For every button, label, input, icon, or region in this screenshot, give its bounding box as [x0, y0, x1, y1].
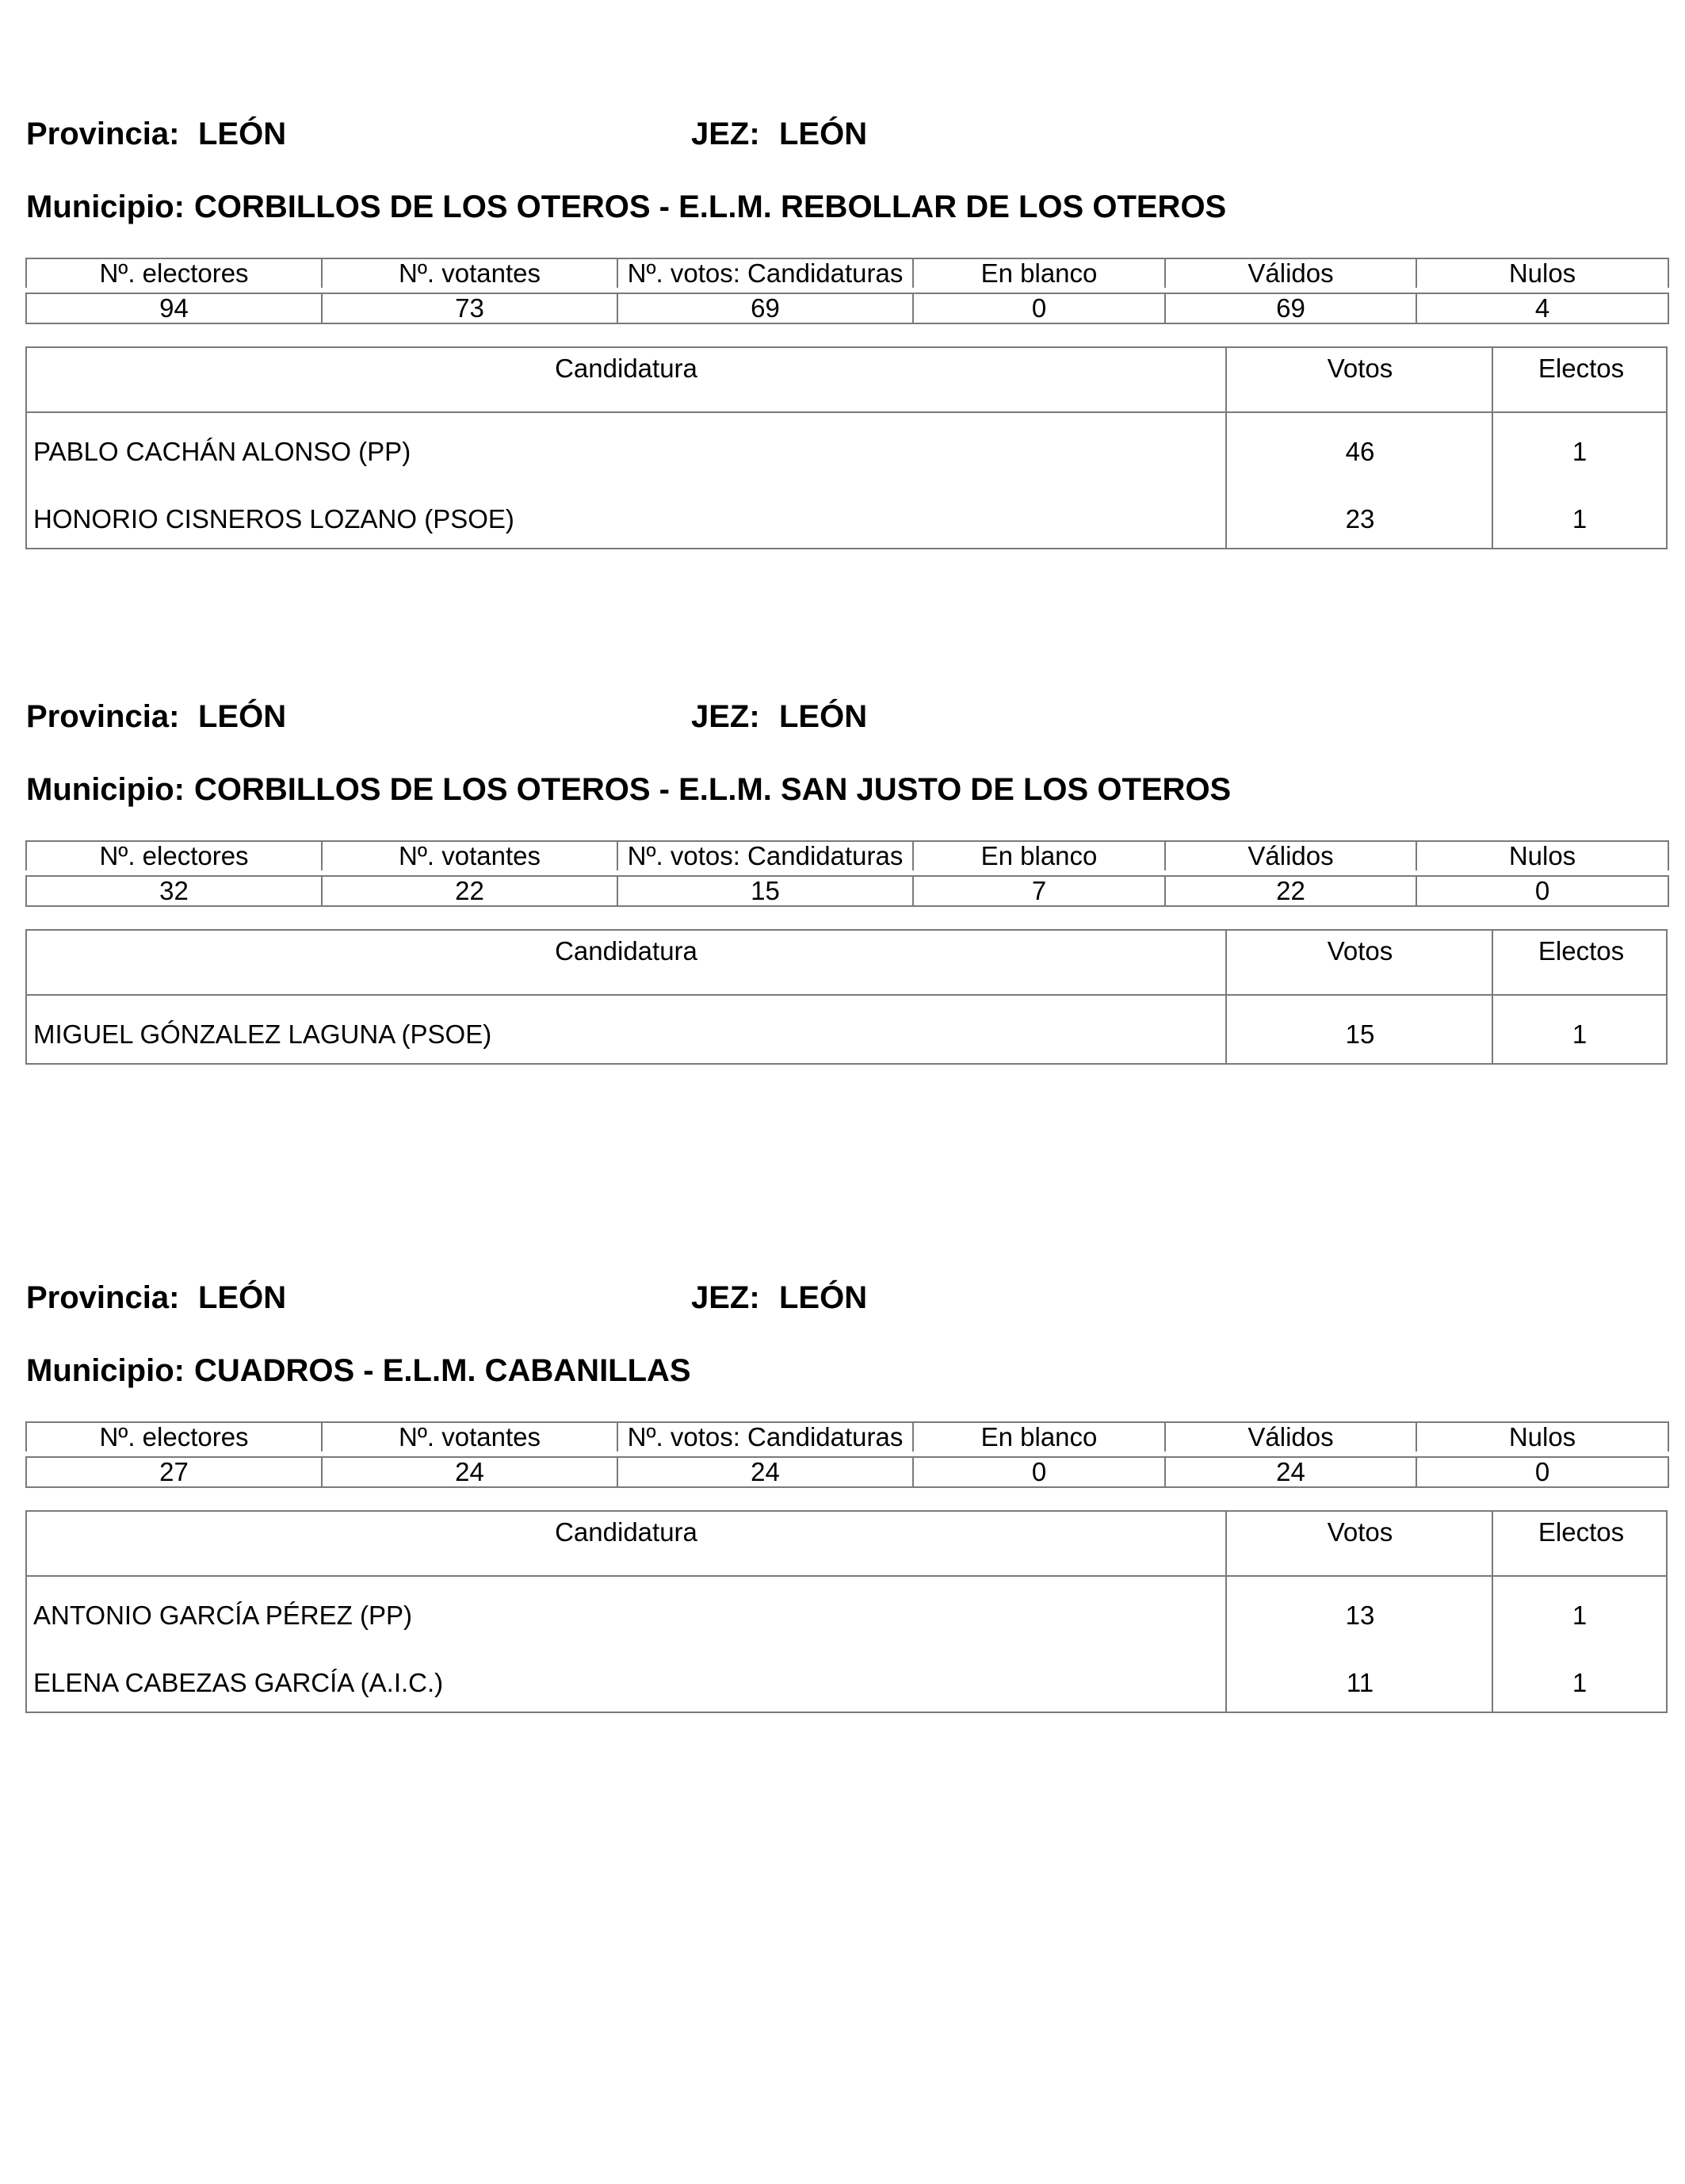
candidate-electos: 1 — [1572, 1019, 1588, 1049]
stats-value-votantes: 73 — [322, 293, 617, 323]
stats-value-electores: 94 — [26, 293, 322, 323]
candidate-name: ANTONIO GARCÍA PÉREZ (PP) — [33, 1601, 412, 1630]
stats-header-electores: Nº. electores — [26, 258, 322, 288]
candidate-votes: 46 — [1345, 437, 1375, 466]
stats-header-votos-candidaturas: Nº. votos: Candidaturas — [617, 841, 913, 870]
stats-value-validos: 22 — [1165, 876, 1416, 906]
electos-header: Electos — [1492, 931, 1669, 994]
jez-label: JEZ: — [691, 117, 760, 151]
candidate-votes: 15 — [1345, 1019, 1375, 1049]
stats-value-electores: 32 — [26, 876, 322, 906]
candidates-table — [25, 929, 1668, 1065]
candidate-votes: 13 — [1345, 1601, 1375, 1630]
municipio-heading — [26, 1352, 691, 1390]
provincia-label: Provincia: — [26, 117, 180, 151]
stats-value-votos-candidaturas: 24 — [617, 1457, 913, 1487]
electos-header: Electos — [1492, 348, 1669, 411]
stats-header-validos: Válidos — [1165, 1422, 1416, 1452]
stats-value-en-blanco: 7 — [913, 876, 1165, 906]
candidate-votes: 11 — [1346, 1668, 1374, 1697]
municipio-label: Municipio: — [26, 1353, 185, 1388]
stats-value-en-blanco: 0 — [913, 293, 1165, 323]
municipio-value: CORBILLOS DE LOS OTEROS - E.L.M. SAN JUSTO DE LOS OTEROS — [193, 772, 1232, 807]
candidatura-header: Candidatura — [555, 1517, 697, 1547]
stats-header-electores: Nº. electores — [26, 1422, 322, 1452]
stats-header-votantes: Nº. votantes — [322, 1422, 617, 1452]
candidate-name: ELENA CABEZAS GARCÍA (A.I.C.) — [33, 1668, 444, 1697]
candidates-header — [27, 348, 1666, 413]
candidates-table — [25, 1510, 1668, 1713]
candidate-row — [27, 413, 1666, 480]
stats-value-votantes: 22 — [322, 876, 617, 906]
results-section — [0, 1279, 1685, 1834]
stats-value-votos-candidaturas: 69 — [617, 293, 913, 323]
stats-header-electores: Nº. electores — [26, 841, 322, 870]
votos-header: Votos — [1225, 931, 1493, 994]
electos-header: Electos — [1492, 1512, 1669, 1575]
municipio-label: Municipio: — [26, 772, 185, 807]
stats-value-electores: 27 — [26, 1457, 322, 1487]
municipio-heading — [26, 771, 1231, 809]
stats-value-nulos: 4 — [1416, 293, 1668, 323]
candidate-row — [27, 480, 1666, 548]
provincia-label: Provincia: — [26, 699, 180, 734]
municipio-heading — [26, 188, 1226, 226]
provincia-value: LEÓN — [198, 699, 287, 734]
provincia-label: Provincia: — [26, 1280, 180, 1315]
stats-header-validos: Válidos — [1165, 258, 1416, 288]
stats-header-nulos: Nulos — [1416, 841, 1668, 870]
stats-header-nulos: Nulos — [1416, 1422, 1668, 1452]
jez-value: LEÓN — [779, 117, 868, 151]
jez-label: JEZ: — [691, 1280, 760, 1315]
jez-value: LEÓN — [779, 1280, 868, 1315]
municipio-value: CORBILLOS DE LOS OTEROS - E.L.M. REBOLLAR DE LOS OTEROS — [193, 189, 1227, 224]
candidate-row — [27, 996, 1666, 1063]
stats-header-validos: Válidos — [1165, 841, 1416, 870]
candidate-name: PABLO CACHÁN ALONSO (PP) — [33, 437, 411, 466]
candidate-votes: 23 — [1345, 504, 1375, 534]
municipio-value: CUADROS - E.L.M. CABANILLAS — [193, 1353, 691, 1388]
stats-header-votos-candidaturas: Nº. votos: Candidaturas — [617, 258, 913, 288]
stats-header-votantes: Nº. votantes — [322, 841, 617, 870]
stats-header-en-blanco: En blanco — [913, 258, 1165, 288]
results-section — [0, 698, 1685, 1253]
candidate-electos: 1 — [1572, 504, 1588, 534]
stats-value-en-blanco: 0 — [913, 1457, 1165, 1487]
candidates-body — [27, 1577, 1666, 1712]
candidate-row — [27, 1577, 1666, 1644]
stats-value-votantes: 24 — [322, 1457, 617, 1487]
candidates-body — [27, 996, 1666, 1063]
jez-value: LEÓN — [779, 699, 868, 734]
candidate-electos: 1 — [1572, 1668, 1588, 1697]
stats-header-en-blanco: En blanco — [913, 841, 1165, 870]
results-section — [0, 115, 1685, 670]
candidates-header — [27, 931, 1666, 996]
candidates-header — [27, 1512, 1666, 1577]
votos-header: Votos — [1225, 1512, 1493, 1575]
candidate-electos: 1 — [1572, 437, 1588, 466]
candidate-row — [27, 1644, 1666, 1712]
stats-value-validos: 69 — [1165, 293, 1416, 323]
stats-value-votos-candidaturas: 15 — [617, 876, 913, 906]
stats-value-validos: 24 — [1165, 1457, 1416, 1487]
provincia-value: LEÓN — [198, 117, 287, 151]
stats-table — [25, 840, 1669, 907]
stats-value-nulos: 0 — [1416, 1457, 1668, 1487]
stats-table — [25, 1421, 1669, 1488]
stats-header-nulos: Nulos — [1416, 258, 1668, 288]
jez-label: JEZ: — [691, 699, 760, 734]
stats-header-en-blanco: En blanco — [913, 1422, 1165, 1452]
stats-value-nulos: 0 — [1416, 876, 1668, 906]
candidate-name: HONORIO CISNEROS LOZANO (PSOE) — [33, 504, 514, 534]
stats-table — [25, 258, 1669, 324]
candidatura-header: Candidatura — [555, 936, 697, 966]
candidate-electos: 1 — [1572, 1601, 1588, 1630]
provincia-value: LEÓN — [198, 1280, 287, 1315]
municipio-label: Municipio: — [26, 189, 185, 224]
stats-header-votos-candidaturas: Nº. votos: Candidaturas — [617, 1422, 913, 1452]
stats-header-votantes: Nº. votantes — [322, 258, 617, 288]
votos-header: Votos — [1225, 348, 1493, 411]
candidates-body — [27, 413, 1666, 548]
candidatura-header: Candidatura — [555, 354, 697, 383]
candidates-table — [25, 346, 1668, 549]
candidate-name: MIGUEL GÓNZALEZ LAGUNA (PSOE) — [33, 1019, 492, 1049]
